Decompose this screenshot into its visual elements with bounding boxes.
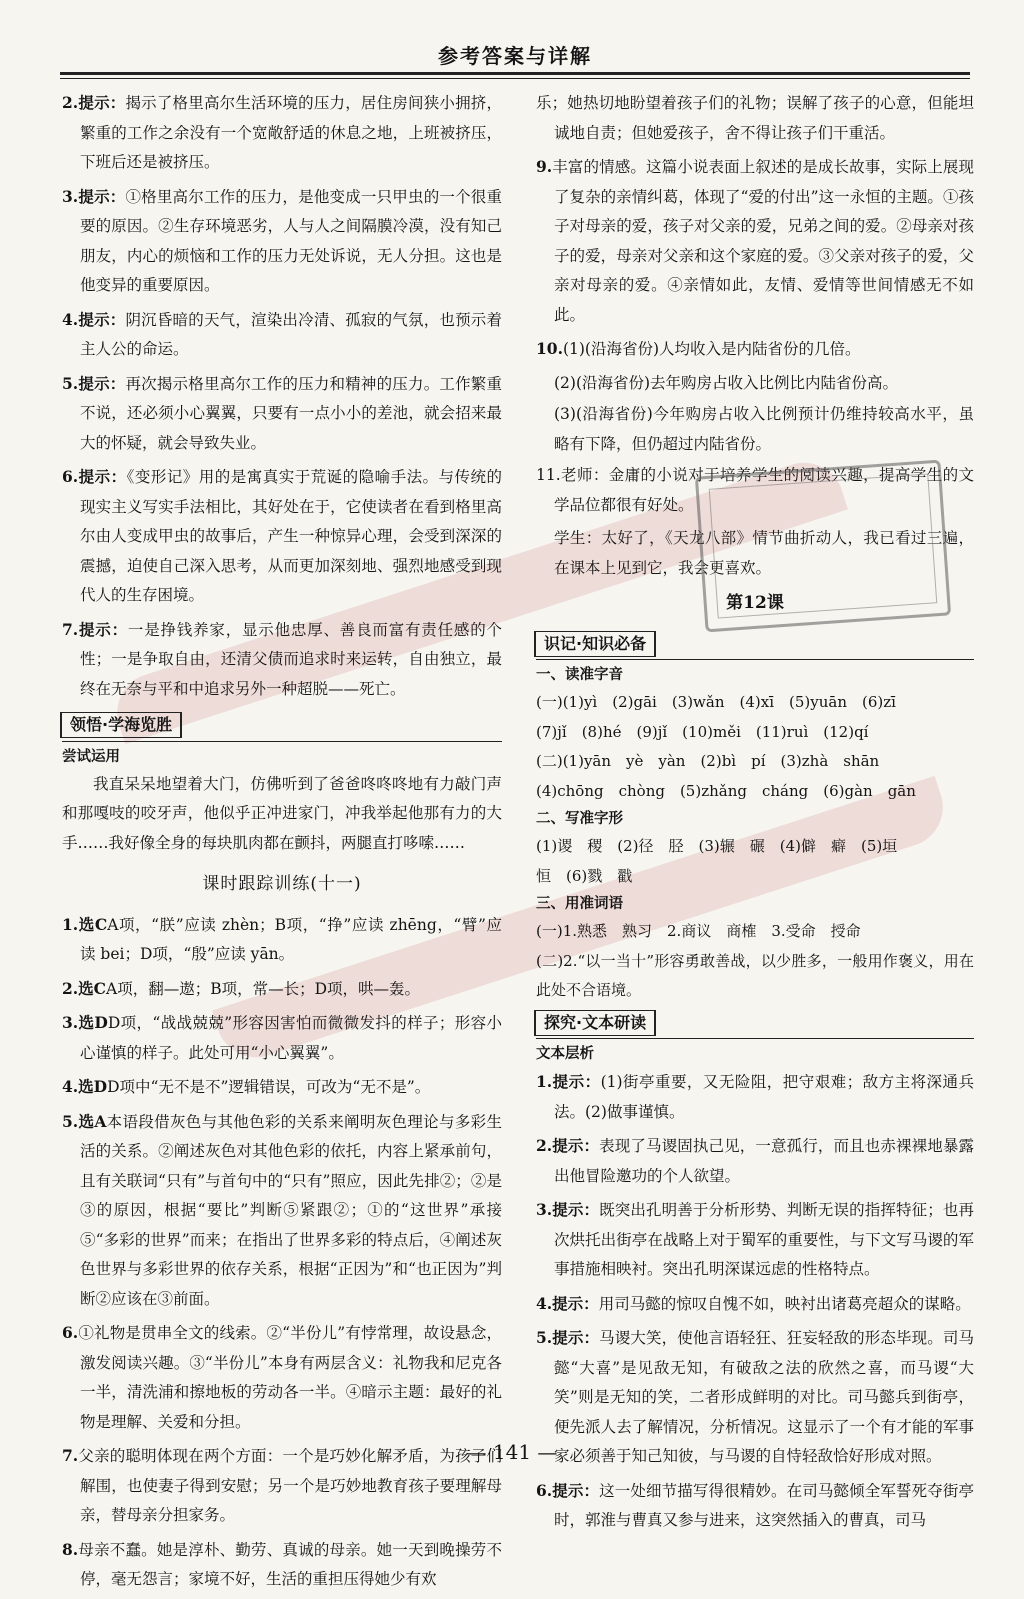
training-answer-item-label: 5.选A bbox=[62, 1111, 107, 1131]
right-answer-item bbox=[536, 152, 974, 330]
analysis-answer-item-text: 这一处细节描写得很精妙。在司马懿倾全军誓死夺街亭时，郭淮与曹真又参与进来，这突然插入的曹真，司马 bbox=[554, 1481, 974, 1529]
item11-label: 11. bbox=[536, 466, 561, 484]
left-answer-item-text: ①格里高尔工作的压力，是他变成一只甲虫的一个很重要的原因。②生存环境恶劣，人与人之间隔膜冷漠，没有知己朋友，内心的烦恼和工作的压力无处诉说，无人分担。这也是他变异的重要原因。 bbox=[80, 187, 502, 294]
sub-heading-analysis: 文本层析 bbox=[536, 1046, 594, 1062]
analysis-answer-item-label: 1.提示： bbox=[536, 1072, 601, 1091]
left-answer-item bbox=[62, 305, 502, 365]
left-answer-list bbox=[62, 88, 502, 704]
glyph-line: (1)谡 稷 (2)径 胫 (3)辗 碾 (4)僻 癖 (5)垣 bbox=[536, 837, 898, 855]
right-answer-item-label: 10. bbox=[536, 339, 563, 358]
sub-heading-try: 尝试运用 bbox=[62, 748, 120, 765]
training-answer-item bbox=[62, 1107, 502, 1315]
stamp-inner-frame bbox=[709, 473, 938, 618]
training-answer-item bbox=[62, 1072, 502, 1103]
right-answer-item-text: 丰富的情感。这篇小说表面上叙述的是成长故事，实际上展现了复杂的亲情纠葛，体现了“爱的付出”这一永恒的主题。①孩子对母亲的爱，孩子对父亲的爱，兄弟之间的爱。②母亲对孩子的爱，母亲对父亲和这个家庭的爱。③父亲对孩子的爱，父亲对母亲的爱。④亲情如此，友情、爱情等世间情感无不如此。 bbox=[552, 158, 974, 324]
left-answer-item-text: 阴沉昏暗的天气，渲染出冷清、孤寂的气氛，也预示着主人公的命运。 bbox=[80, 310, 502, 358]
item11-text: 老师：金庸的小说对于培养学生的阅读兴趣，提高学生的文学品位都很有好处。 bbox=[554, 466, 974, 514]
right-answer-item-label: 9. bbox=[536, 157, 553, 176]
section-tanjiu bbox=[536, 1006, 974, 1040]
training-answer-item bbox=[62, 1008, 502, 1068]
header-rule bbox=[60, 72, 970, 79]
section-heading-shiji: 识记·知识必备 bbox=[534, 631, 656, 657]
training-answer-item bbox=[62, 1318, 502, 1437]
item10-line2: (2)(沿海省份)去年购房占收入比例比内陆省份高。 bbox=[554, 373, 899, 392]
lesson-title: 第12课 bbox=[726, 593, 784, 613]
left-answer-item-label: 4.提示： bbox=[62, 309, 126, 329]
training-answer-item-label: 8. bbox=[62, 1539, 79, 1559]
analysis-answer-item-text: (1)街亭重要，又无险阻，把守艰难；敌方主将深通兵法。(2)做事谨慎。 bbox=[554, 1073, 974, 1121]
left-answer-item bbox=[62, 615, 502, 705]
right-column bbox=[536, 88, 974, 1540]
sub-heading-words: 三、用准词语 bbox=[536, 896, 623, 912]
training-answer-item-text: A项，翻—遨；B项，常—长；D项，哄—轰。 bbox=[106, 979, 421, 998]
left-answer-item-label: 6.提示： bbox=[62, 467, 127, 486]
left-answer-item bbox=[62, 369, 502, 459]
right-answer-item-text: 乐；她热切地盼望着孩子们的礼物；误解了孩子的心意，但能坦诚地自责；但她爱孩子，舍不得让孩子们干重活。 bbox=[536, 94, 974, 142]
analysis-answer-item-label: 6.提示： bbox=[536, 1480, 600, 1500]
analysis-answer-item-text: 用司马懿的惊叹自愧不如，映衬出诸葛亮超众的谋略。 bbox=[598, 1294, 971, 1313]
left-answer-item-label: 7.提示： bbox=[62, 619, 128, 639]
section-heading-tanjiu: 探究·文本研读 bbox=[534, 1010, 656, 1036]
analysis-answer-item-label: 3.提示： bbox=[536, 1200, 600, 1219]
glyph-list bbox=[536, 832, 974, 891]
training-answer-item-text: ①礼物是贯串全文的线索。②“半份儿”有悖常理，故设悬念，激发阅读兴趣。③“半份儿”本身有两层含义：礼物我和尼克各一半，清洗浦和擦地板的劳动各一半。④暗示主题：最好的礼物是理解、关爱和分担。 bbox=[78, 1324, 502, 1431]
stamp-mark bbox=[695, 460, 951, 633]
right-answer-item-text: (1)(沿海省份)人均收入是内陆省份的几倍。 bbox=[562, 340, 861, 358]
running-header: 参考答案与详解 bbox=[438, 44, 592, 68]
pinyin-line: (二)(1)yān yè yàn (2)bì pí (3)zhà shān bbox=[536, 752, 880, 770]
training-answer-item-text: D项，“战战兢兢”形容因害怕而微微发抖的样子；形容小心谨慎的样子。此处可用“小心翼翼”。 bbox=[80, 1014, 502, 1062]
analysis-answer-item bbox=[536, 1476, 974, 1536]
try-paragraph: 我直呆呆地望着大门，仿佛听到了爸爸咚咚咚地有力敲门声和那嘎吱的咬牙声，他似乎正冲进家门，冲我举起他那有力的大手……我好像全身的每块肌肉都在颤抖，两腿直打哆嗦…… bbox=[62, 774, 502, 852]
word-line: (一)1.熟悉 熟习 2.商议 商榷 3.受命 授命 bbox=[536, 922, 861, 940]
item11-student: 学生：太好了，《天龙八部》情节曲折动人，我已看过三遍，在课本上见到它，我会更喜欢。 bbox=[554, 529, 974, 577]
left-answer-item-text: 《变形记》用的是寓真实于荒诞的隐喻手法。与传统的现实主义写实手法相比，其好处在于，它使读者在看到格里高尔由人变成甲虫的故事后，产生一种惊异心理，会受到深深的震撼，迫使自己深入思考，从而更加深刻地、强烈地感受到现代人的生存困境。 bbox=[80, 468, 502, 604]
left-answer-item bbox=[62, 462, 502, 611]
right-answer-list bbox=[536, 88, 974, 365]
left-answer-item-text: 一是挣钱养家，显示他忠厚、善良而富有责任感的个性；一是争取自由，还清父债而追求时来运转，自由独立，最终在无奈与平和中追求另外一种超脱——死亡。 bbox=[80, 620, 502, 698]
analysis-answer-item bbox=[536, 1195, 974, 1285]
left-answer-item-label: 5.提示： bbox=[62, 373, 126, 393]
word-list bbox=[536, 917, 974, 1006]
training-answer-item-text: A项，“朕”应读 zhèn；B项，“挣”应读 zhēng，“臂”应读 bei；D项，“殷”应读 yān。 bbox=[80, 915, 502, 963]
training-answer-item-text: 父亲的聪明体现在两个方面：一个是巧妙化解矛盾，为孩子们解围，也使妻子得到安慰；另一个是巧妙地教育孩子要理解母亲，替母亲分担家务。 bbox=[78, 1447, 502, 1524]
page-number: — 141 — bbox=[466, 1440, 558, 1464]
training-answer-item-text: D项中“无不是不”逻辑错误，可改为“无不是”。 bbox=[107, 1078, 431, 1096]
training-answer-item bbox=[62, 974, 502, 1005]
analysis-answer-item-text: 既突出孔明善于分析形势、判断无误的指挥特征；也再次烘托出街亭在战略上对于蜀军的重要性，与下文写马谡的军事措施相映衬。突出孔明深谋远虑的性格特点。 bbox=[554, 1201, 974, 1278]
pinyin-line: (7)jǐ (8)hé (9)jǐ (10)měi (11)ruì (12)qí bbox=[536, 722, 869, 741]
training-answer-item-label: 6. bbox=[62, 1323, 79, 1342]
analysis-answer-item bbox=[536, 1289, 974, 1320]
sub-heading-pronounce: 一、读准字音 bbox=[536, 667, 623, 683]
right-answer-item bbox=[536, 88, 974, 148]
training-answer-list bbox=[62, 910, 502, 1595]
left-answer-item-text: 再次揭示格里高尔工作的压力和精神的压力。工作繁重不说，还必须小心翼翼，只要有一点小小的差池，就会招来最大的怀疑，就会导致失业。 bbox=[80, 374, 502, 452]
analysis-answer-item-text: 马谡大笑，使他言语轻狂、狂妄轻敌的形态毕现。司马懿“大喜”是见敌无知，有破敌之法的欣然之喜，而马谡“大笑”则是无知的笑，二者形成鲜明的对比。司马懿兵到街亭，便先派人去了解情况，分析情况。这显示了一个有才能的军事家必须善于知己知彼，与马谡的自恃轻敌恰好形成对照。 bbox=[554, 1329, 974, 1465]
training-answer-item-label: 1.选C bbox=[62, 914, 108, 934]
left-answer-item-text: 揭示了格里高尔生活环境的压力，居住房间狭小拥挤，繁重的工作之余没有一个宽敞舒适的休息之地，上班被挤压，下班后还是被挤压。 bbox=[80, 94, 502, 171]
training-title: 课时跟踪训练(十一) bbox=[202, 874, 362, 894]
item10-line3: (3)(沿海省份)今年购房占收入比例预计仍维持较高水平，虽略有下降，但仍超过内陆省份。 bbox=[554, 405, 974, 453]
section-heading-lingwu: 领悟·学海览胜 bbox=[60, 712, 182, 738]
word-line: (二)2.“以一当十”形容勇敢善战，以少胜多，一般用作褒义，用在此处不合语境。 bbox=[536, 951, 974, 999]
left-answer-item-label: 2.提示： bbox=[62, 93, 126, 112]
section-lingwu bbox=[62, 708, 502, 742]
analysis-answer-item-label: 5.提示： bbox=[536, 1328, 600, 1347]
left-answer-item bbox=[62, 88, 502, 178]
glyph-line: 恒 (6)戮 戳 bbox=[536, 866, 633, 885]
pinyin-list bbox=[536, 688, 974, 806]
analysis-answer-item-label: 4.提示： bbox=[536, 1293, 599, 1313]
section-shiji bbox=[536, 627, 974, 661]
training-answer-item bbox=[62, 1535, 502, 1595]
analysis-answer-item bbox=[536, 1067, 974, 1127]
analysis-answer-list bbox=[536, 1067, 974, 1536]
analysis-answer-item-label: 2.提示： bbox=[536, 1136, 600, 1155]
analysis-answer-item bbox=[536, 1131, 974, 1191]
training-answer-item-label: 3.选D bbox=[62, 1013, 108, 1032]
right-answer-item bbox=[536, 334, 974, 365]
training-answer-item-label: 7. bbox=[62, 1446, 79, 1465]
left-column bbox=[62, 88, 502, 1599]
pinyin-line: (4)chōng chòng (5)zhǎng cháng (6)gàn gān bbox=[536, 781, 916, 800]
training-answer-item bbox=[62, 910, 502, 970]
sub-heading-glyph: 二、写准字形 bbox=[536, 811, 623, 827]
training-answer-item-text: 母亲不蠢。她是淳朴、勤劳、真诚的母亲。她一天到晚操劳不停，毫无怨言；家境不好，生活的重担压得她少有欢 bbox=[78, 1540, 502, 1588]
left-answer-item-label: 3.提示： bbox=[62, 186, 126, 206]
training-answer-item-text: 本语段借灰色与其他色彩的关系来阐明灰色理论与多彩生活的关系。②阐述灰色对其他色彩的依托，内容上紧承前句，且有关联词“只有”与首句中的“只有”照应，因此先排②；②是③的原因，根据“要比”判断⑤紧跟②；①的“这世界”承接⑤“多彩的世界”而来；在指出了世界多彩的特点后，④阐述灰色世界与多彩世界的依存关系，根据“正因为”和“也正因为”判断②应该在③前面。 bbox=[80, 1112, 502, 1308]
analysis-answer-item-text: 表现了马谡固执己见，一意孤行，而且也赤裸裸地暴露出他冒险邀功的个人欲望。 bbox=[554, 1137, 974, 1185]
left-answer-item bbox=[62, 182, 502, 301]
pinyin-line: (一)(1)yì (2)gāi (3)wǎn (4)xī (5)yuān (6)zī bbox=[536, 693, 896, 711]
training-answer-item-label: 2.选C bbox=[62, 978, 107, 998]
training-answer-item-label: 4.选D bbox=[62, 1077, 108, 1096]
